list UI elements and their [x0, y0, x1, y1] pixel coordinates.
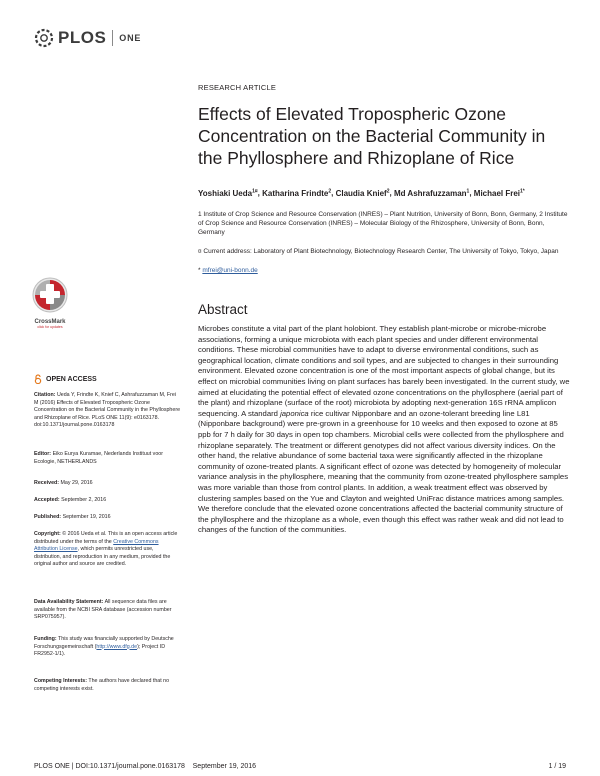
- plos-logo-icon: [32, 27, 56, 49]
- corresponding-email: * mfrei@uni-bonn.de: [198, 267, 258, 274]
- open-lock-icon: [34, 374, 42, 384]
- author[interactable]: Md Ashrafuzzaman$^1$: [393, 188, 470, 198]
- author-list: Yoshiaki Ueda$^{1¤}$, Katharina Frindte$^2$, Claudia Knief$^2$, Md Ashrafuzzaman$^1$, Michael Frei$^{1*}$: [198, 188, 525, 198]
- author[interactable]: Michael Frei$^{1*}$: [473, 188, 525, 198]
- logo-text: PLOS: [58, 28, 107, 47]
- affiliations: 1 Institute of Crop Science and Resource Conservation (INRES) – Plant Nutrition, University of Bonn, Bonn, Germany, 2 Institute of Crop Science and Resource Conservation (INRES) – Molecular Biology of the Rhizosphere, University of Bonn, Bonn, Germany: [198, 211, 568, 236]
- author[interactable]: Claudia Knief$^2$: [335, 188, 390, 198]
- license-link[interactable]: Creative Commons Attribution License: [34, 538, 159, 553]
- crossmark-sublabel: click for updates: [37, 325, 63, 329]
- logo-sub: ONE: [119, 33, 142, 43]
- received-date: Received: May 29, 2016: [34, 480, 93, 486]
- open-access: OPEN ACCESS: [34, 374, 97, 384]
- funding-block: Funding: This study was financially supported by Deutsche Forschungsgemeinschaft (http://www.dfg.de); Project ID FR2952-1/1).: [34, 636, 174, 658]
- email-link[interactable]: mfrei@uni-bonn.de: [202, 267, 258, 274]
- footer-citation: PLOS ONE | DOI:10.1371/journal.pone.0163178 September 19, 2016: [34, 763, 257, 770]
- copyright-block: Copyright: © 2016 Ueda et al. This is an open access article distributed under the terms of the Creative Commons Attribution License, which permits unrestricted use, distribution, and reproduction in any medium, provided the original author and source are credited.: [34, 531, 178, 568]
- published-date: Published: September 19, 2016: [34, 514, 111, 520]
- crossmark-icon: [29, 276, 71, 314]
- page-number: 1 / 19: [548, 763, 566, 770]
- abstract-heading: Abstract: [198, 302, 248, 317]
- article-type: RESEARCH ARTICLE: [198, 83, 277, 92]
- crossmark-badge[interactable]: [29, 276, 71, 329]
- crossmark-label: CrossMark: [34, 319, 66, 325]
- citation-block: Citation: Ueda Y, Frindte K, Knief C, Ashrafuzzaman M, Frei M (2016) Effects of Elevated Tropospheric Ozone Concentration on the Bacterial Community in the Phyllosphere and Rhizoplane of Rice. PLoS ONE 11(9): e0163178. doi:10.1371/journal.pone.0163178: [34, 392, 181, 429]
- accepted-date: Accepted: September 2, 2016: [34, 497, 107, 503]
- article-title: Effects of Elevated Tropospheric Ozone Concentration on the Bacterial Community in the Phyllosphere and Rhizoplane of Rice: [198, 104, 546, 168]
- author[interactable]: Katharina Frindte$^2$: [262, 188, 332, 198]
- competing-interests-block: Competing Interests: The authors have declared that no competing interests exist.: [34, 678, 170, 692]
- funder-link[interactable]: http://www.dfg.de: [96, 643, 138, 650]
- logo-divider: [112, 30, 113, 46]
- editor-block: Editor: Eiko Eurya Kuramae, Nederlands Instituut voor Ecologie, NETHERLANDS: [34, 451, 163, 465]
- data-availability-block: Data Availability Statement: All sequence data files are available from the NCBI SRA database (accession number SRP075957).: [34, 599, 172, 621]
- abstract-body: Microbes constitute a vital part of the plant holobiont. They establish plant-microbe or microbe-microbe associations, forming a unique microbiota with each plant species and under different environmental conditions. These microbial communities have to adapt to diverse environmental conditions, such as geographical location, climate conditions and soil types, and are subjected to changes in their surrounding environment. Elevated ozone concentration is one of the most important aspects of global change, but its effect on microbial communities living on plant surfaces has barely been investigated. In the current study, we aimed at elucidating the potential effect of elevated ozone concentrations on the phyllosphere (aerial part of the plant) and rhizoplane (surface of the root) microbiota by adopting next-generation 16S rRNA amplicon sequencing. A standard japonica rice cultivar Nipponbare and an ozone-tolerant breeding line L81 (Nipponbare background) were pre-grown in a greenhouse for 10 weeks and then exposed to ozone at 85 ppb for 7 h daily for 30 days in open top chambers. Microbial cells were collected from the phyllosphere and rhizoplane separately. The treatment or different genotypes did not affect various diversity indices. On the other hand, the relative abundance of some bacterial taxa were significantly affected in the rhizoplane community of ozone-treated plants. A significant effect of ozone was detected by homogeneity of molecular variance analysis in the phyllosphere, meaning that the community from ozone-treated phyllosphere samples was more variable than those from control plants. In addition, a weak treatment effect was observed by clustering samples based on the Yue and Clayton and weighted UniFrac distance matrices among samples. We therefore conclude that the elevated ozone concentrations affected the bacterial community structure of the phyllosphere and the rhizoplane as a whole, even though this effect was rather weak and did not lead to changes of the function of the communities.: [198, 324, 570, 535]
- plos-logo[interactable]: [32, 27, 141, 49]
- author[interactable]: Yoshiaki Ueda$^{1¤}$: [198, 188, 258, 198]
- current-address: ¤ Current address: Laboratory of Plant Biotechnology, Biotechnology Research Center, The University of Tokyo, Tokyo, Japan: [198, 248, 559, 255]
